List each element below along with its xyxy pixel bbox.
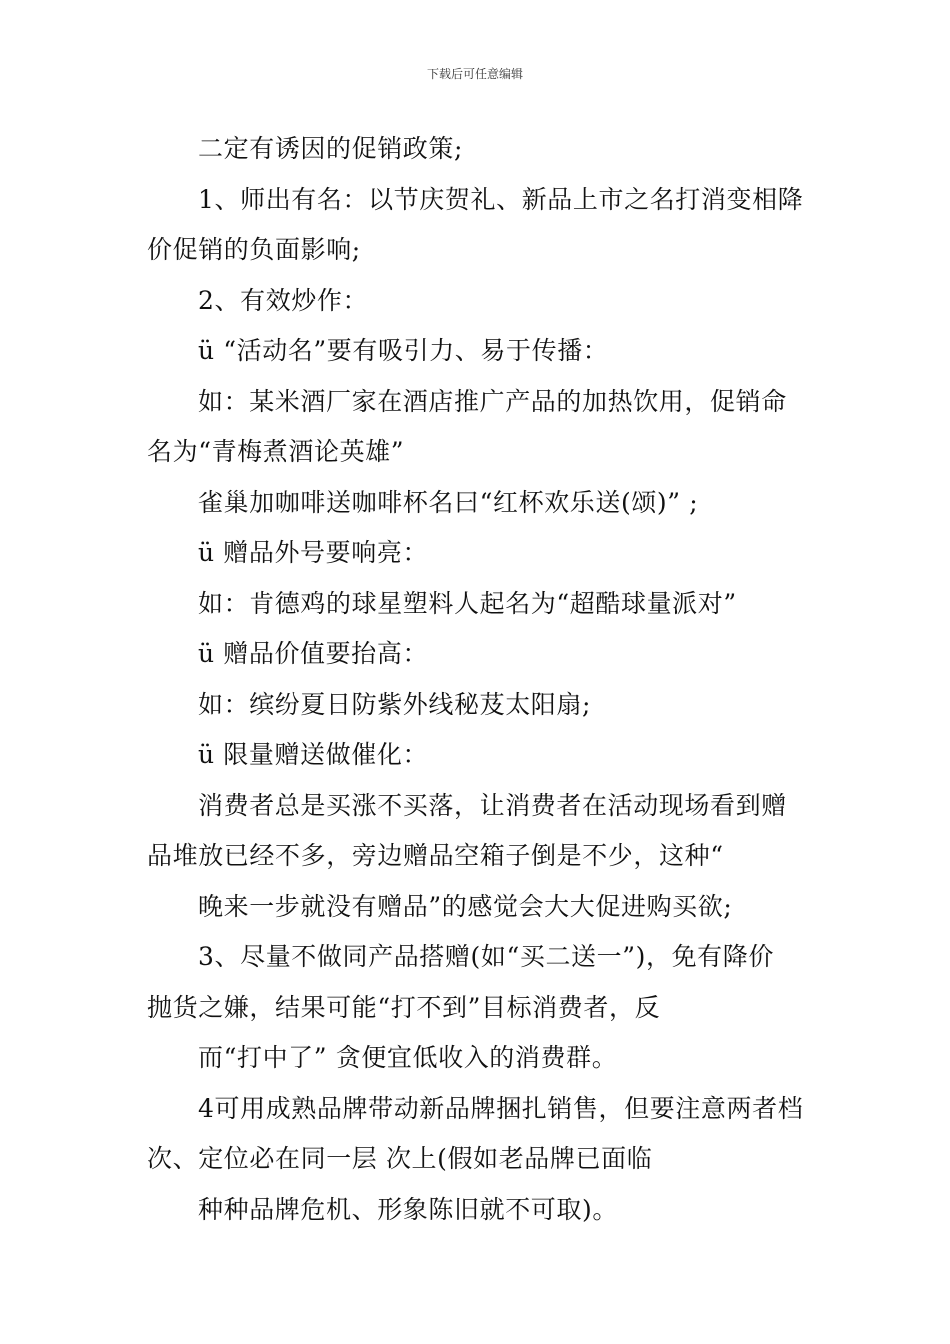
paragraph-line: ü “活动名”要有吸引力、易于传播： — [198, 336, 609, 365]
paragraph-line: 如：某米酒厂家在酒店推广产品的加热饮用，促销命 — [198, 386, 787, 416]
paragraph-line: 雀巢加咖啡送咖啡杯名曰“红杯欢乐送(颂)” ; — [198, 487, 699, 517]
page-header: 下载后可任意编辑 — [426, 67, 523, 81]
paragraph-line: 价促销的负面影响; — [147, 235, 361, 264]
paragraph-line: 2、有效炒作： — [198, 285, 369, 315]
paragraph-line: 抛货之嫌，结果可能“打不到”目标消费者，反 — [147, 992, 661, 1022]
paragraph-line: 1、师出有名：以节庆贺礼、新品上市之名打消变相降 — [198, 184, 804, 214]
paragraph-line: ü 限量赠送做催化： — [198, 740, 429, 769]
paragraph-line: 名为“青梅煮酒论英雄” — [147, 437, 405, 466]
paragraph-line: 品堆放已经不多，旁边赠品空箱子倒是不少，这种“ — [147, 841, 724, 870]
paragraph-line: 3、尽量不做同产品搭赠(如“买二送一”)，免有降价 — [198, 942, 774, 971]
document-body — [147, 124, 817, 1235]
paragraph-line: ü 赠品外号要响亮： — [198, 538, 429, 567]
paragraph-line: 而“打中了” 贪便宜低收入的消费群。 — [198, 1043, 618, 1072]
paragraph-line: 次、定位必在同一层 次上(假如老品牌已面临 — [147, 1144, 653, 1173]
paragraph-line: 4可用成熟品牌带动新品牌捆扎销售，但要注意两者档 — [198, 1093, 804, 1123]
paragraph-line: 消费者总是买涨不买落，让消费者在活动现场看到赠 — [198, 790, 787, 820]
paragraph-line: ü 赠品价值要抬高： — [198, 639, 429, 668]
paragraph-line: 如：缤纷夏日防紫外线秘芨太阳扇; — [198, 689, 592, 719]
paragraph-line: 种种品牌危机、形象陈旧就不可取)。 — [198, 1194, 618, 1224]
paragraph-line: 如：肯德鸡的球星塑料人起名为“超酷球量派对” — [198, 588, 737, 618]
paragraph-line: 二定有诱因的促销政策; — [198, 134, 464, 163]
paragraph-line: 晚来一步就没有赠品”的感觉会大大促进购买欲; — [198, 891, 733, 921]
